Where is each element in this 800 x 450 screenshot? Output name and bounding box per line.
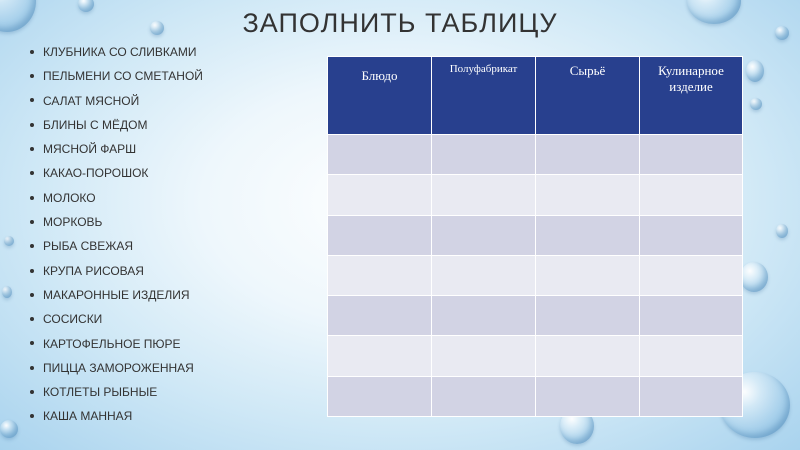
bullet-icon: [30, 50, 34, 54]
bullet-icon: [30, 317, 34, 321]
bullet-icon: [30, 269, 34, 273]
list-item: [30, 380, 203, 404]
list-item-label: КАША МАННАЯ: [43, 409, 133, 424]
list-item-label: СОСИСКИ: [43, 312, 103, 327]
table-cell[interactable]: [640, 215, 743, 255]
table-cell[interactable]: [432, 215, 536, 255]
table-row: [328, 376, 743, 416]
list-item-label: БЛИНЫ С МЁДОМ: [43, 117, 148, 132]
list-item: [30, 234, 203, 258]
table-cell[interactable]: [328, 175, 432, 215]
table-cell[interactable]: [536, 336, 640, 376]
column-header-raw-material: Сырьё: [536, 57, 640, 135]
table-cell[interactable]: [328, 296, 432, 336]
bullet-icon: [30, 341, 34, 345]
water-drop-decoration: [776, 224, 788, 238]
table-row: [328, 175, 743, 215]
table-row: [328, 336, 743, 376]
table-cell[interactable]: [640, 296, 743, 336]
list-item-label: МОРКОВЬ: [43, 215, 103, 230]
list-item: [30, 259, 203, 283]
table-cell[interactable]: [432, 255, 536, 295]
list-item-label: КЛУБНИКА СО СЛИВКАМИ: [43, 45, 197, 59]
list-item-label: ПИЦЦА ЗАМОРОЖЕННАЯ: [43, 360, 194, 375]
table-cell[interactable]: [432, 336, 536, 376]
table-cell[interactable]: [640, 255, 743, 295]
bullet-icon: [30, 147, 34, 151]
list-item: [30, 356, 203, 380]
page-title: ЗАПОЛНИТЬ ТАБЛИЦУ: [242, 8, 558, 38]
bullet-icon: [30, 74, 34, 78]
table-cell[interactable]: [328, 215, 432, 255]
list-item: [30, 307, 203, 331]
list-item-label: ПЕЛЬМЕНИ СО СМЕТАНОЙ: [43, 69, 203, 84]
table-cell[interactable]: [432, 135, 536, 175]
table-cell[interactable]: [328, 135, 432, 175]
column-header-dish: Блюдо: [328, 57, 432, 135]
list-item: [30, 113, 203, 137]
food-item-list: [30, 40, 203, 429]
list-item: [30, 137, 203, 161]
table-cell[interactable]: [536, 175, 640, 215]
table-cell[interactable]: [640, 336, 743, 376]
table-cell[interactable]: [536, 135, 640, 175]
table-cell[interactable]: [432, 296, 536, 336]
table-cell[interactable]: [536, 255, 640, 295]
bullet-icon: [30, 390, 34, 394]
bullet-icon: [30, 123, 34, 127]
water-drop-decoration: [740, 262, 768, 292]
table-cell[interactable]: [536, 215, 640, 255]
table-cell[interactable]: [432, 175, 536, 215]
list-item: [30, 404, 203, 428]
table-row: [328, 215, 743, 255]
list-item: [30, 210, 203, 234]
list-item-label: КАРТОФЕЛЬНОЕ ПЮРЕ: [43, 336, 181, 351]
table-cell[interactable]: [328, 376, 432, 416]
table-row: [328, 135, 743, 175]
list-item: [30, 64, 203, 88]
table-cell[interactable]: [328, 255, 432, 295]
list-item-label: РЫБА СВЕЖАЯ: [43, 239, 133, 254]
column-header-culinary-product: Кулинарное изделие: [640, 57, 743, 135]
table-row: [328, 255, 743, 295]
table-cell[interactable]: [536, 296, 640, 336]
list-item-label: МАКАРОННЫЕ ИЗДЕЛИЯ: [43, 287, 190, 302]
bullet-icon: [30, 196, 34, 200]
table-row: [328, 296, 743, 336]
list-item-label: САЛАТ МЯСНОЙ: [43, 93, 140, 108]
list-item: [30, 332, 203, 356]
table-cell[interactable]: [328, 336, 432, 376]
list-item: [30, 161, 203, 185]
list-item-label: МОЛОКО: [43, 190, 96, 205]
table-cell[interactable]: [640, 175, 743, 215]
water-drop-decoration: [750, 98, 762, 110]
table-cell[interactable]: [640, 135, 743, 175]
water-drop-decoration: [746, 60, 764, 82]
list-item: [30, 186, 203, 210]
table-cell[interactable]: [536, 376, 640, 416]
list-item-label: КОТЛЕТЫ РЫБНЫЕ: [43, 385, 158, 400]
list-item: [30, 40, 203, 64]
bullet-icon: [30, 366, 34, 370]
bullet-icon: [30, 220, 34, 224]
water-drop-decoration: [0, 420, 18, 438]
water-drop-decoration: [4, 236, 14, 246]
bullet-icon: [30, 171, 34, 175]
list-item-label: КАКАО-ПОРОШОК: [43, 166, 149, 181]
table-header-row: [328, 57, 743, 135]
water-drop-decoration: [2, 286, 12, 298]
column-header-semi-product: Полуфабрикат: [432, 57, 536, 135]
bullet-icon: [30, 293, 34, 297]
list-item: [30, 89, 203, 113]
table-cell[interactable]: [640, 376, 743, 416]
list-item: [30, 283, 203, 307]
bullet-icon: [30, 244, 34, 248]
list-item-label: КРУПА РИСОВАЯ: [43, 263, 144, 278]
bullet-icon: [30, 414, 34, 418]
classification-table: [327, 56, 743, 417]
list-item-label: МЯСНОЙ ФАРШ: [43, 142, 137, 157]
bullet-icon: [30, 98, 34, 102]
table-cell[interactable]: [432, 376, 536, 416]
